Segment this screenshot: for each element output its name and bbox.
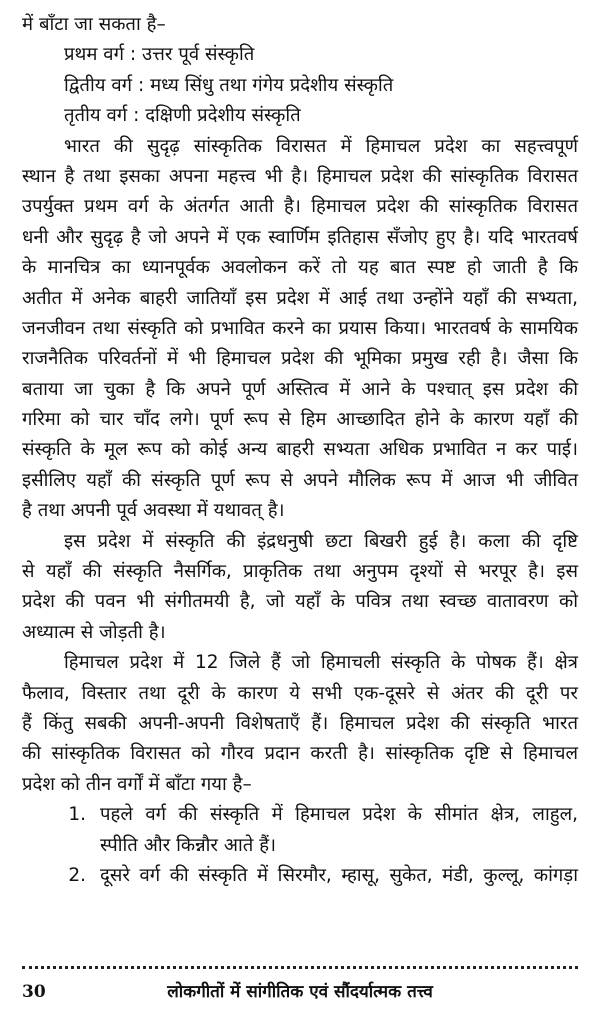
paragraph-line: धनी और सुदृढ़ है जो अपने में एक स्वार्णिम इतिहास सँजोए हुए है। यदि भारतवर्ष bbox=[22, 226, 578, 248]
paragraph-line: प्रदेश को तीन वर्गों में बाँटा गया है– bbox=[22, 773, 252, 795]
paragraph-rainbow bbox=[22, 527, 578, 649]
page-number: 30 bbox=[22, 982, 46, 1002]
list-item bbox=[22, 861, 578, 891]
list-text: पहले वर्ग की संस्कृति में हिमाचल प्रदेश के सीमांत क्षेत्र, लाहुल, bbox=[100, 804, 578, 826]
class-item: प्रथम वर्ग : उत्तर पूर्व संस्कृति bbox=[64, 44, 255, 66]
list-item bbox=[22, 800, 578, 830]
page-footer bbox=[22, 978, 578, 1006]
paragraph-line: है तथा अपनी पूर्व अवस्था में यथावत् है। bbox=[22, 500, 285, 522]
paragraph-line: गरिमा को चार चाँद लगे। पूर्ण रूप से हिम आच्छादित होने के कारण यहाँ की bbox=[22, 409, 578, 431]
paragraph-line: संस्कृति के मूल रूप को कोई अन्य बाहरी सभ्यता अधिक प्रभावित न कर पाई। bbox=[22, 439, 578, 461]
culture-classes bbox=[22, 40, 578, 131]
paragraph-line: अतीत में अनेक बाहरी जातियाँ इस प्रदेश में आई तथा उन्होंने यहाँ की सभ्यता, bbox=[22, 287, 578, 309]
paragraph-line: राजनैतिक परिवर्तनों में भी हिमाचल प्रदेश की भूमिका प्रमुख रही है। जैसा कि bbox=[22, 348, 578, 370]
list-number: 2. bbox=[68, 864, 86, 886]
paragraph-line: अध्यात्म से जोड़ती है। bbox=[22, 621, 166, 643]
paragraph-districts bbox=[22, 648, 578, 800]
paragraph-line: उपर्युक्त प्रथम वर्ग के अंतर्गत आती है। हिमाचल प्रदेश की सांस्कृतिक विरासत bbox=[22, 196, 578, 218]
paragraph-line: फैलाव, विस्तार तथा दूरी के कारण ये सभी एक-दूसरे से अंतर की दूरी पर bbox=[22, 682, 578, 704]
numbered-list bbox=[22, 800, 578, 891]
paragraph-line: इस प्रदेश में संस्कृति की इंद्रधनुषी छटा बिखरी हुई है। कला की दृष्टि bbox=[64, 530, 578, 552]
paragraph-line: जनजीवन तथा संस्कृति को प्रभावित करने का प्रयास किया। भारतवर्ष के सामयिक bbox=[22, 317, 578, 339]
running-title: लोकगीतों में सांगीतिक एवं सौंदर्यात्मक तत्त्व bbox=[167, 982, 433, 1002]
paragraph-line: की सांस्कृतिक विरासत को गौरव प्रदान करती है। सांस्कृतिक दृष्टि से हिमाचल bbox=[22, 743, 578, 765]
paragraph-line: के मानचित्र का ध्यानपूर्वक अवलोकन करें तो यह बात स्पष्ट हो जाती है कि bbox=[22, 257, 578, 279]
opening-line: में बाँटा जा सकता है– bbox=[22, 14, 166, 35]
list-number: 1. bbox=[68, 804, 86, 826]
paragraph-heritage bbox=[22, 132, 578, 527]
paragraph-line: बताया जा चुका है कि अपने पूर्ण अस्तित्व में आने के पश्चात् इस प्रदेश की bbox=[22, 378, 578, 400]
class-item: तृतीय वर्ग : दक्षिणी प्रदेशीय संस्कृति bbox=[64, 105, 301, 127]
paragraph-line: इसीलिए यहाँ की संस्कृति पूर्ण रूप से अपने मौलिक रूप में आज भी जीवित bbox=[22, 469, 578, 491]
footer-divider bbox=[22, 966, 578, 969]
paragraph-line: हिमाचल प्रदेश में 12 जिले हैं जो हिमाचली संस्कृति के पोषक हैं। क्षेत्र bbox=[64, 652, 578, 674]
paragraph-line: भारत की सुदृढ़ सांस्कृतिक विरासत में हिमाचल प्रदेश का सहत्त्वपूर्ण bbox=[64, 135, 578, 157]
list-text: दूसरे वर्ग की संस्कृति में सिरमौर, म्हासू, सुकेत, मंडी, कुल्लू, कांगड़ा bbox=[100, 864, 578, 886]
list-text-continued: स्पीति और किन्नौर आते हैं। bbox=[100, 834, 277, 856]
paragraph-line: स्थान है तथा इसका अपना महत्त्व भी है। हिमाचल प्रदेश की सांस्कृतिक विरासत bbox=[22, 165, 578, 187]
paragraph-line: हैं किंतु सबकी अपनी-अपनी विशेषताएँ हैं। हिमाचल प्रदेश की संस्कृति भारत bbox=[22, 712, 578, 734]
paragraph-line: प्रदेश की पवन भी संगीतमयी है, जो यहाँ के पवित्र तथा स्वच्छ वातावरण को bbox=[22, 591, 578, 613]
class-item: द्वितीय वर्ग : मध्य सिंधु तथा गंगेय प्रदेशीय संस्कृति bbox=[64, 74, 394, 96]
paragraph-line: से यहाँ की संस्कृति नैसर्गिक, प्राकृतिक तथा अनुपम दृश्यों से भरपूर है। इस bbox=[22, 561, 578, 583]
